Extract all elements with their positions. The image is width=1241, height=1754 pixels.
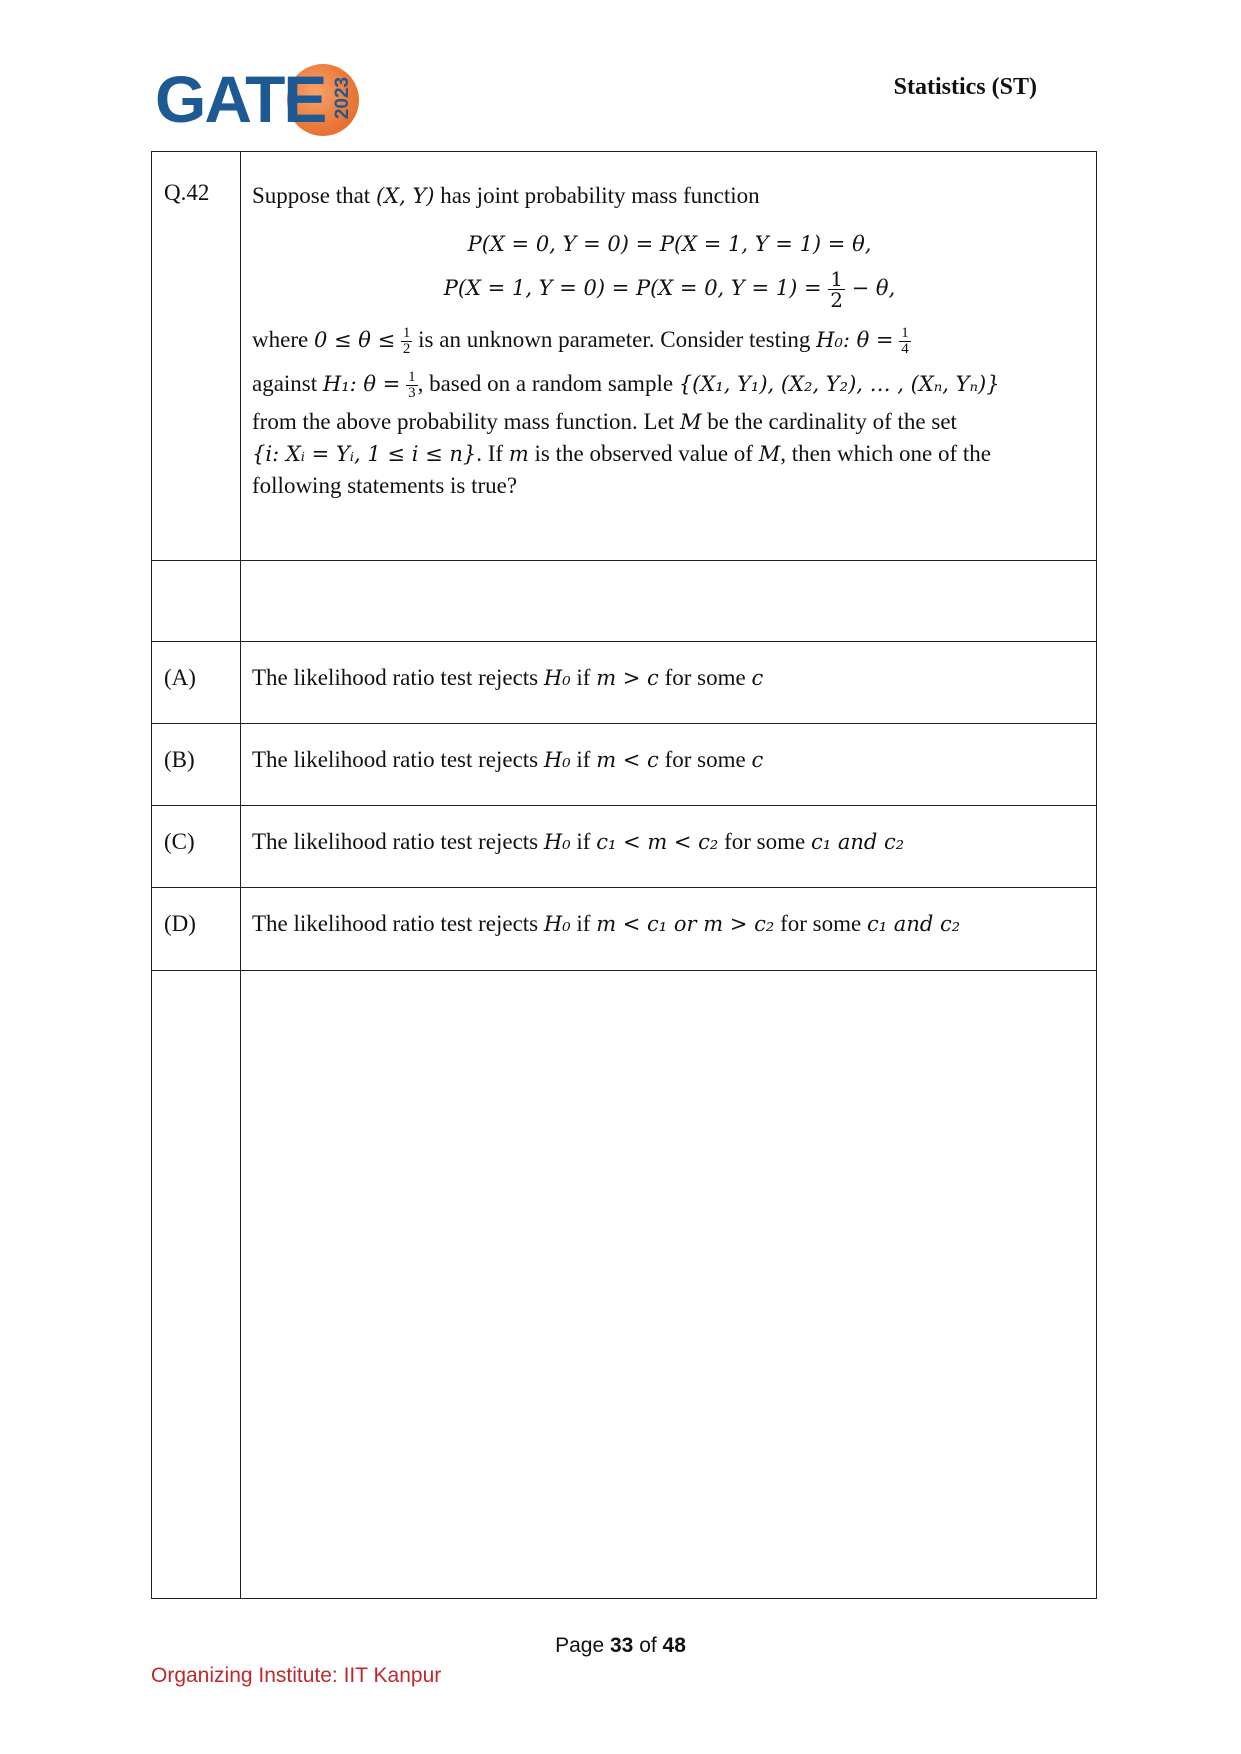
question-body bbox=[252, 180, 1087, 502]
fraction-quarter: $\frac{1}{4}$ bbox=[901, 325, 909, 358]
logo-year: 2023 bbox=[332, 76, 353, 120]
math-xy: (X, Y) bbox=[375, 184, 435, 208]
row-divider bbox=[152, 560, 1096, 561]
pmf-equations bbox=[252, 222, 1087, 310]
equation-2: P(X = 1, Y = 0) = P(X = 0, Y = 1) = $\frac{1}{2}$ − θ, bbox=[443, 267, 896, 312]
option-d-text: The likelihood ratio test rejects H₀ if m < c₁ or m > c₂ for some c₁ and c₂ bbox=[252, 911, 961, 936]
row-divider bbox=[152, 887, 1096, 888]
question-number: Q.42 bbox=[164, 180, 210, 205]
option-c-text: The likelihood ratio test rejects H₀ if c₁ < m < c₂ for some c₁ and c₂ bbox=[252, 829, 905, 854]
row-divider bbox=[152, 970, 1096, 971]
alt-hypothesis: H₁: θ = bbox=[322, 372, 401, 396]
option-d-label: (D) bbox=[164, 911, 196, 936]
fraction-half: $\frac{1}{2}$ bbox=[830, 267, 843, 312]
column-divider bbox=[240, 152, 241, 1598]
question-table bbox=[151, 151, 1097, 1599]
option-a-text: The likelihood ratio test rejects H₀ if m > c for some c bbox=[252, 665, 764, 690]
gate-logo bbox=[155, 58, 365, 140]
random-sample: {(X₁, Y₁), (X₂, Y₂), … , (Xₙ, Yₙ)} bbox=[678, 372, 1000, 396]
question-line-2: against H₁: θ = $\frac{1}{3}$ , based on a random sample {(X₁, Y₁), (X₂, Y₂), … , (Xₙ, Yₙ)} bbox=[252, 369, 1000, 402]
question-line-5: following statements is true? bbox=[252, 473, 518, 498]
set-definition: {i: Xᵢ = Yᵢ, 1 ≤ i ≤ n} bbox=[252, 442, 477, 466]
row-divider bbox=[152, 805, 1096, 806]
question-intro: Suppose that (X, Y) has joint probability mass function bbox=[252, 183, 760, 208]
question-line-4: {i: Xᵢ = Yᵢ, 1 ≤ i ≤ n}. If m is the observed value of M, then which one of the bbox=[252, 441, 991, 466]
option-b-text: The likelihood ratio test rejects H₀ if m < c for some c bbox=[252, 747, 764, 772]
fraction-third: $\frac{1}{3}$ bbox=[408, 369, 416, 402]
option-a-label: (A) bbox=[164, 665, 196, 690]
page-number: Page 33 of 48 bbox=[555, 1634, 686, 1657]
row-divider bbox=[152, 641, 1096, 642]
equation-1: P(X = 0, Y = 0) = P(X = 1, Y = 1) = θ, bbox=[467, 232, 872, 256]
option-b-label: (B) bbox=[164, 747, 195, 772]
question-line-3: from the above probability mass function. Let M be the cardinality of the set bbox=[252, 409, 957, 434]
logo-text: GATE bbox=[155, 62, 326, 136]
row-divider bbox=[152, 723, 1096, 724]
fraction-half: $\frac{1}{2}$ bbox=[402, 325, 411, 358]
subject-title: Statistics (ST) bbox=[893, 74, 1037, 100]
null-hypothesis: H₀: θ = bbox=[816, 328, 894, 352]
option-c-label: (C) bbox=[164, 829, 195, 854]
question-line-1: where 0 ≤ θ ≤ $\frac{1}{2}$ is an unknown parameter. Consider testing H₀: θ = $\frac{1}{4}$ bbox=[252, 325, 909, 358]
organizing-institute: Organizing Institute: IIT Kanpur bbox=[151, 1664, 442, 1687]
